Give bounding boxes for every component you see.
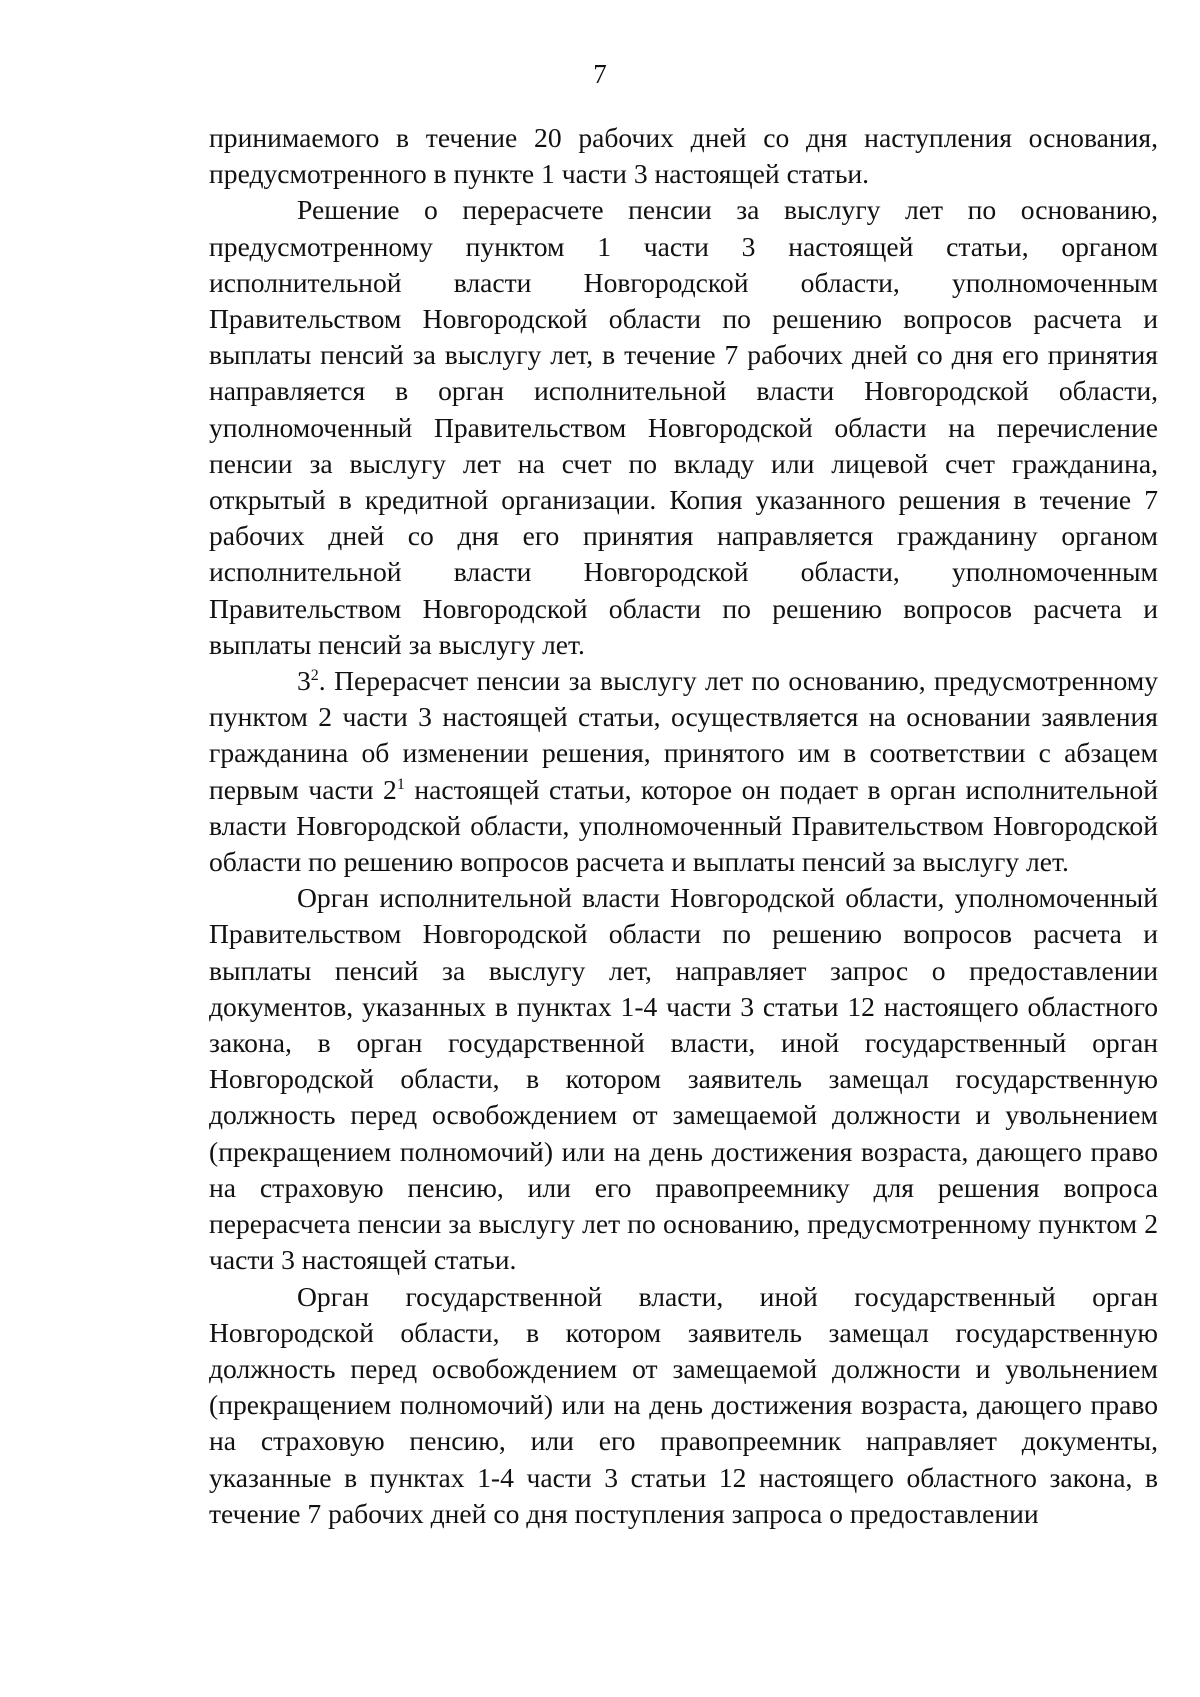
item-number: 3 [297, 665, 311, 697]
document-body [209, 120, 1158, 1532]
page-number: 7 [593, 59, 607, 89]
paragraph-document-submission: Орган государственной власти, иной государственный орган Новгородской области, в котором заявитель замещал государственную должность перед освобождением от замещаемой должности и увольнением (прекращением полномочий) или на день достижения возраста, дающего право на страховую пенсию, или его правопреемник направляет документы, указанные в пунктах 1-4 части 3 статьи 12 настоящего областного закона, в течение 7 рабочих дней со дня поступления запроса о предоставлении [209, 1280, 1158, 1529]
part-reference-superscript: 1 [396, 775, 405, 793]
paragraph-item-3-2 [209, 663, 1158, 880]
paragraph-continuation: принимаемого в течение 20 рабочих дней со дня наступления основания, предусмотренного в пункте 1 части 3 настоящей статьи. [209, 122, 1158, 190]
item-number-superscript: 2 [310, 667, 319, 685]
item-number-period: . [318, 665, 326, 697]
paragraph-recalculation-decision: Решение о перерасчете пенсии за выслугу лет по основанию, предусмотренному пунктом 1 части 3 настоящей статьи, органом исполнительной власти Новгородской области, уполномоченным Правительством Новгородской области по решению вопросов расчета и выплаты пенсий за выслугу лет, в течение 7 рабочих дней со дня его принятия направляется в орган исполнительной власти Новгородской области, уполномоченный Правительством Новгородской области на перечисление пенсии за выслугу лет на счет по вкладу или лицевой счет гражданина, открытый в кредитной организации. Копия указанного решения в течение 7 рабочих дней со дня его принятия направляется гражданину органом исполнительной власти Новгородской области, уполномоченным Правительством Новгородской области по решению вопросов расчета и выплаты пенсий за выслугу лет. [209, 194, 1158, 660]
paragraph-text-part-b: настоящей статьи, которое он подает в орган исполнительной власти Новгородской области, уполномоченный Правительством Новгородской области по решению вопросов расчета и выплаты пенсий за выслугу лет. [209, 773, 1158, 878]
paragraph-document-request: Орган исполнительной власти Новгородской области, уполномоченный Правительством Новгородской области по решению вопросов расчета и выплаты пенсий за выслугу лет, направляет запрос о предоставлении документов, указанных в пунктах 1-4 части 3 статьи 12 настоящего областного закона, в орган государственной власти, иной государственный орган Новгородской области, в котором заявитель замещал государственную должность перед освобождением от замещаемой должности и увольнением (прекращением полномочий) или на день достижения возраста, дающего право на страховую пенсию, или его правопреемнику для решения вопроса перерасчета пенсии за выслугу лет по основанию, предусмотренному пунктом 2 части 3 настоящей статьи. [209, 882, 1158, 1276]
paragraph-text-part-a: Перерасчет пенсии за выслугу лет по основанию, предусмотренному пунктом 2 части 3 настоящей статьи, осуществляется на основании заявления гражданина об изменении решения, принятого им в соответствии с абзацем первым части 2 [209, 665, 1158, 805]
